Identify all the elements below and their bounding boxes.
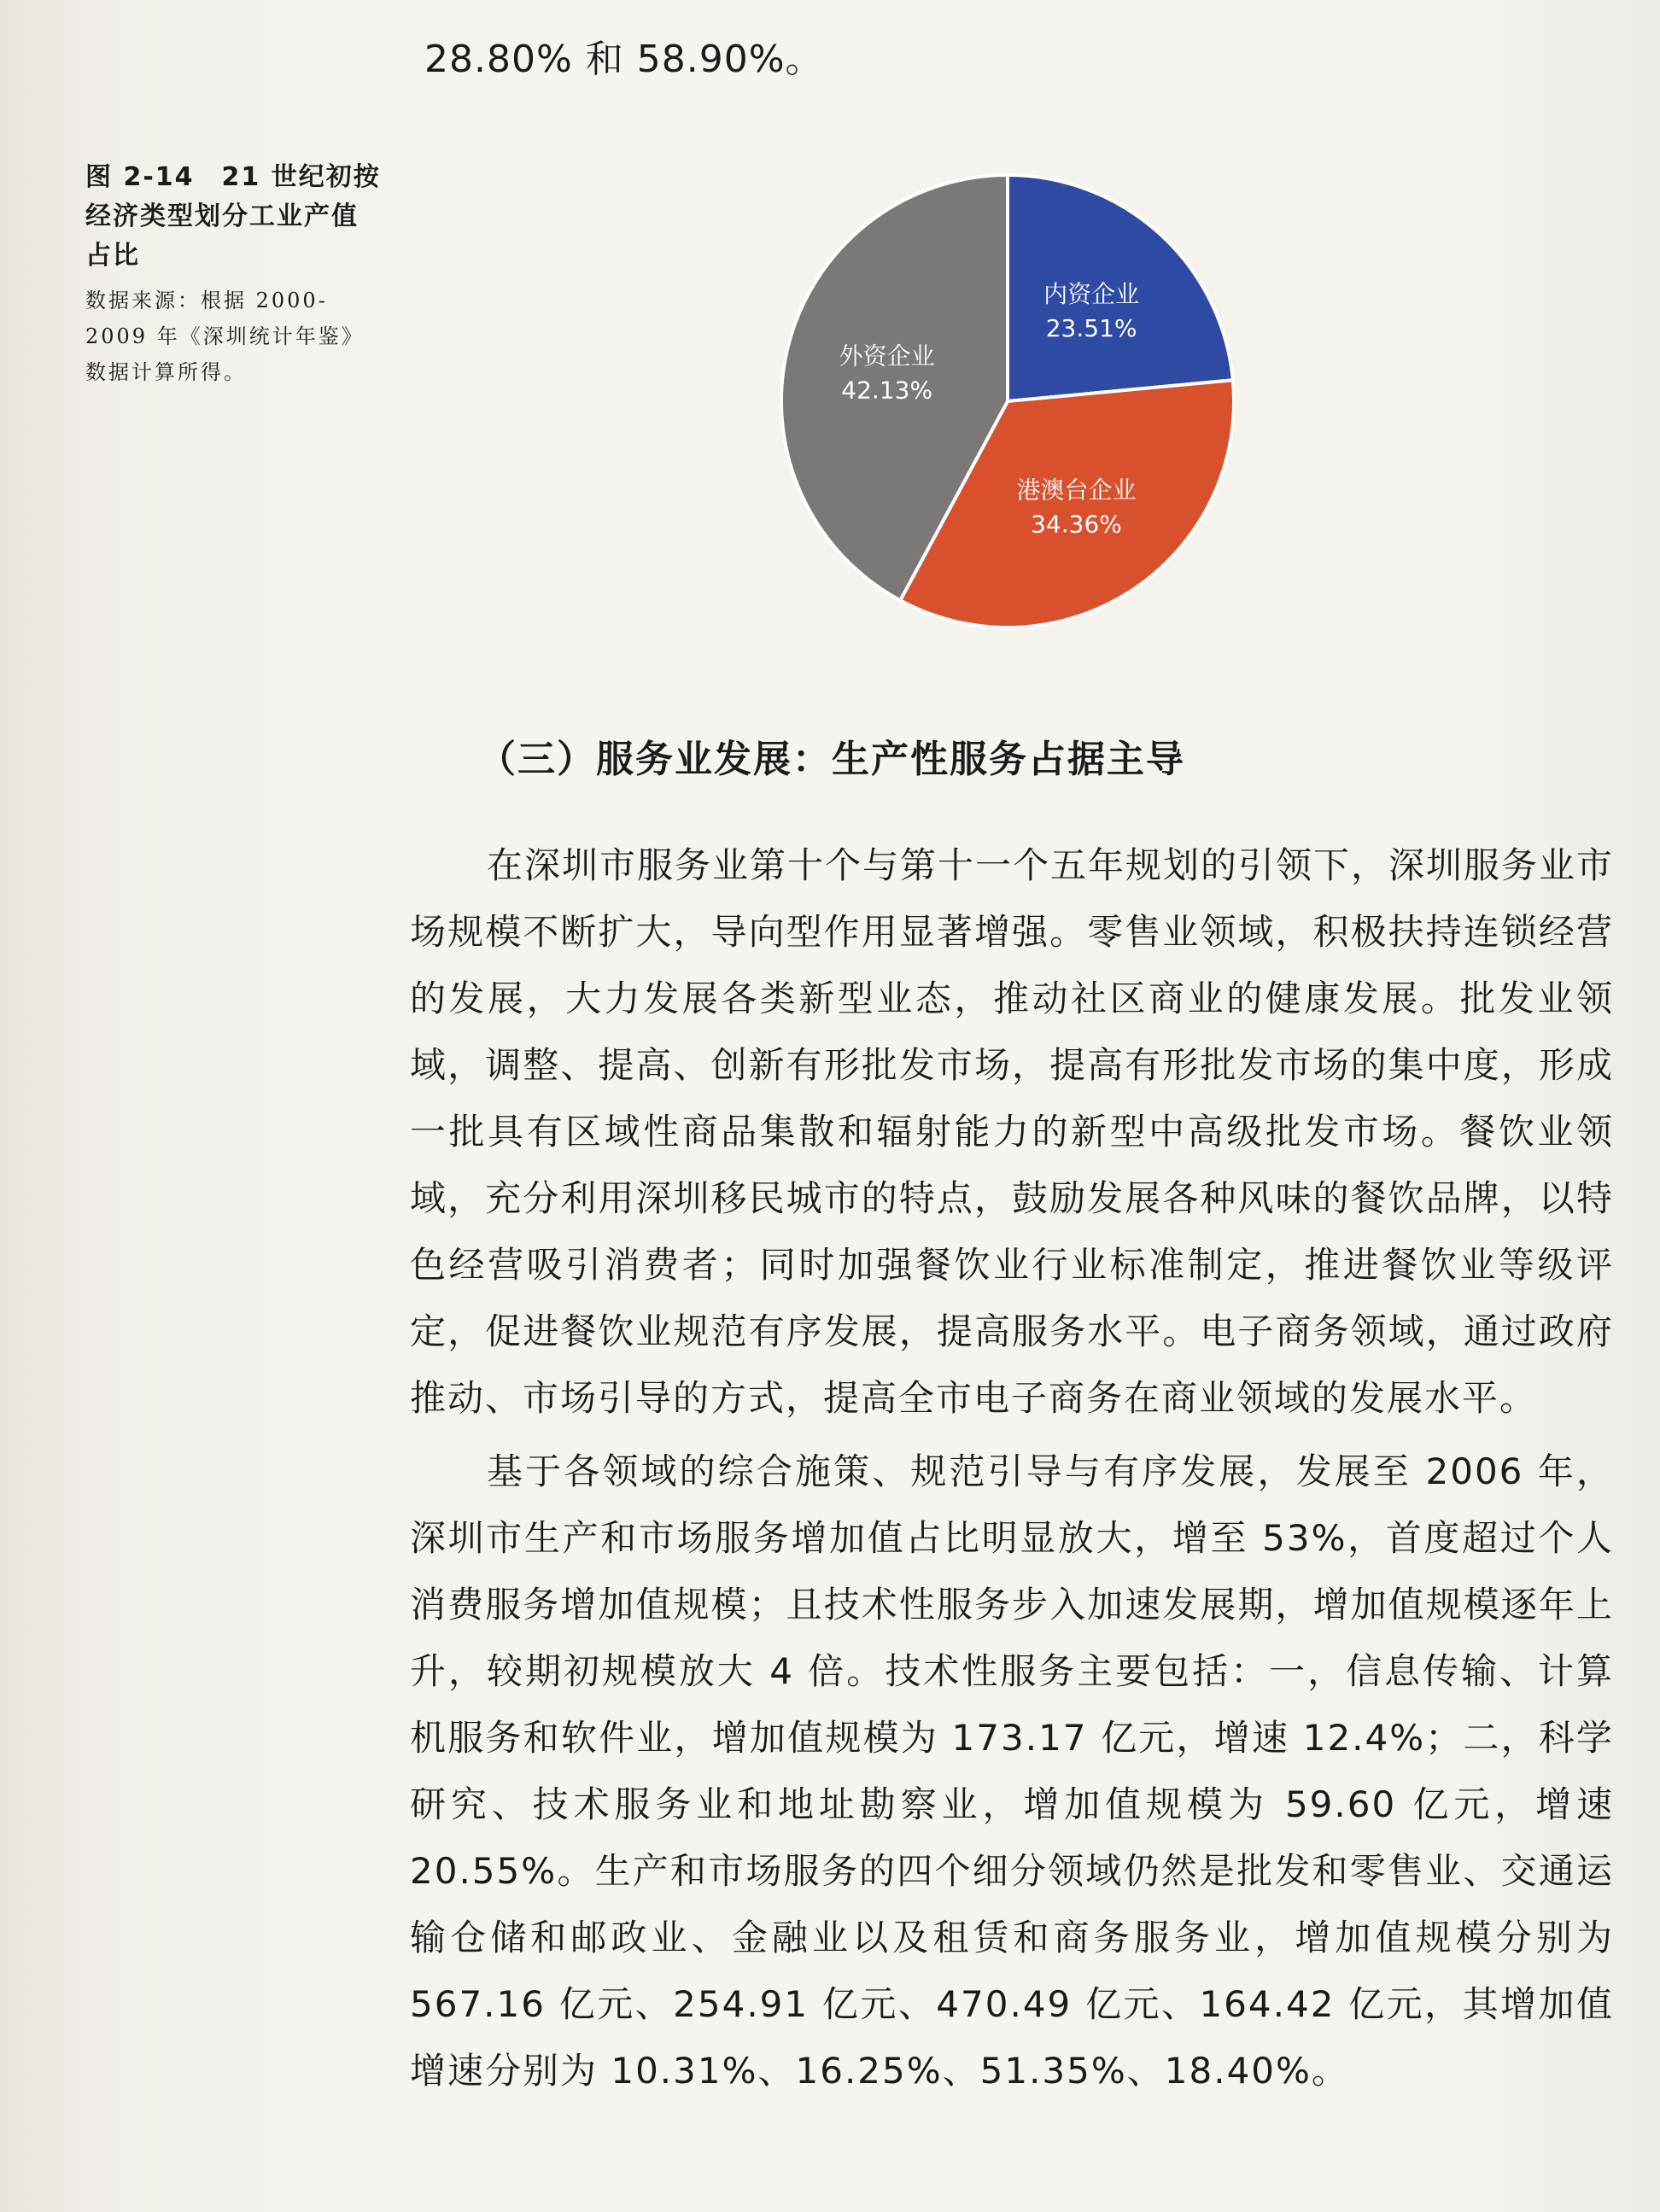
slice-value-label: 34.36% — [1031, 510, 1122, 539]
figure-caption-source: 数据来源：根据 2000-2009 年《深圳统计年鉴》数据计算所得。 — [85, 289, 365, 384]
paragraph: 在深圳市服务业第十个与第十一个五年规划的引领下，深圳服务业市场规模不断扩大，导向型作用显著增强。零售业领域，积极扶持连锁经营的发展，大力发展各类新型业态，推动社区商业的健康发展。批发业领域，调整、提高、创新有形批发市场，提高有形批发市场的集中度，形成一批具有区域性商品集散和辐射能力的新型中高级批发市场。餐饮业领域，充分利用深圳移民城市的特点，鼓励发展各种风味的餐饮品牌，以特色经营吸引消费者；同时加强餐饮业行业标准制定，推进餐饮业等级评定，促进餐饮业规范有序发展，提高服务水平。电子商务领域，通过政府推动、市场引导的方式，提高全市电子商务在商业领域的发展水平。 — [410, 844, 1615, 1419]
slice-value-label: 23.51% — [1045, 314, 1137, 343]
section-heading: （三）服务业发展：生产性服务占据主导 — [478, 738, 1185, 781]
body-text — [410, 832, 1614, 2111]
figure-caption-title: 图 2-14 21 世纪初按经济类型划分工业产值占比 — [85, 162, 381, 271]
slice-label: 外资企业 — [839, 341, 935, 371]
figure-caption — [85, 158, 384, 390]
paragraph: 基于各领域的综合施策、规范引导与有序发展，发展至 2006 年，深圳市生产和市场服务增加值占比明显放大，增至 53%，首度超过个人消费服务增加值规模；且技术性服务步入加速发展期，增加值规模逐年上升，较期初规模放大 4 倍。技术性服务主要包括：一，信息传输、计算机服务和软件业，增加值规模为 173.17 亿元，增速 12.4%；二，科学研究、技术服务业和地址勘察业，增加值规模为 59.60 亿元，增速 20.55%。生产和市场服务的四个细分领域仍然是批发和零售业、交通运输仓储和邮政业、金融业以及租赁和商务服务业，增加值规模分别为 567.16 亿元、254.91 亿元、470.49 亿元、164.42 亿元，其增加值增速分别为 10.31%、16.25%、51.35%、18.40%。 — [410, 1450, 1614, 2092]
top-continuation-text: 28.80% 和 58.90%。 — [424, 38, 824, 81]
pie-chart — [751, 162, 1264, 640]
slice-label: 港澳台企业 — [1016, 476, 1137, 505]
slice-value-label: 42.13% — [841, 376, 933, 405]
slice-label: 内资企业 — [1043, 280, 1140, 309]
